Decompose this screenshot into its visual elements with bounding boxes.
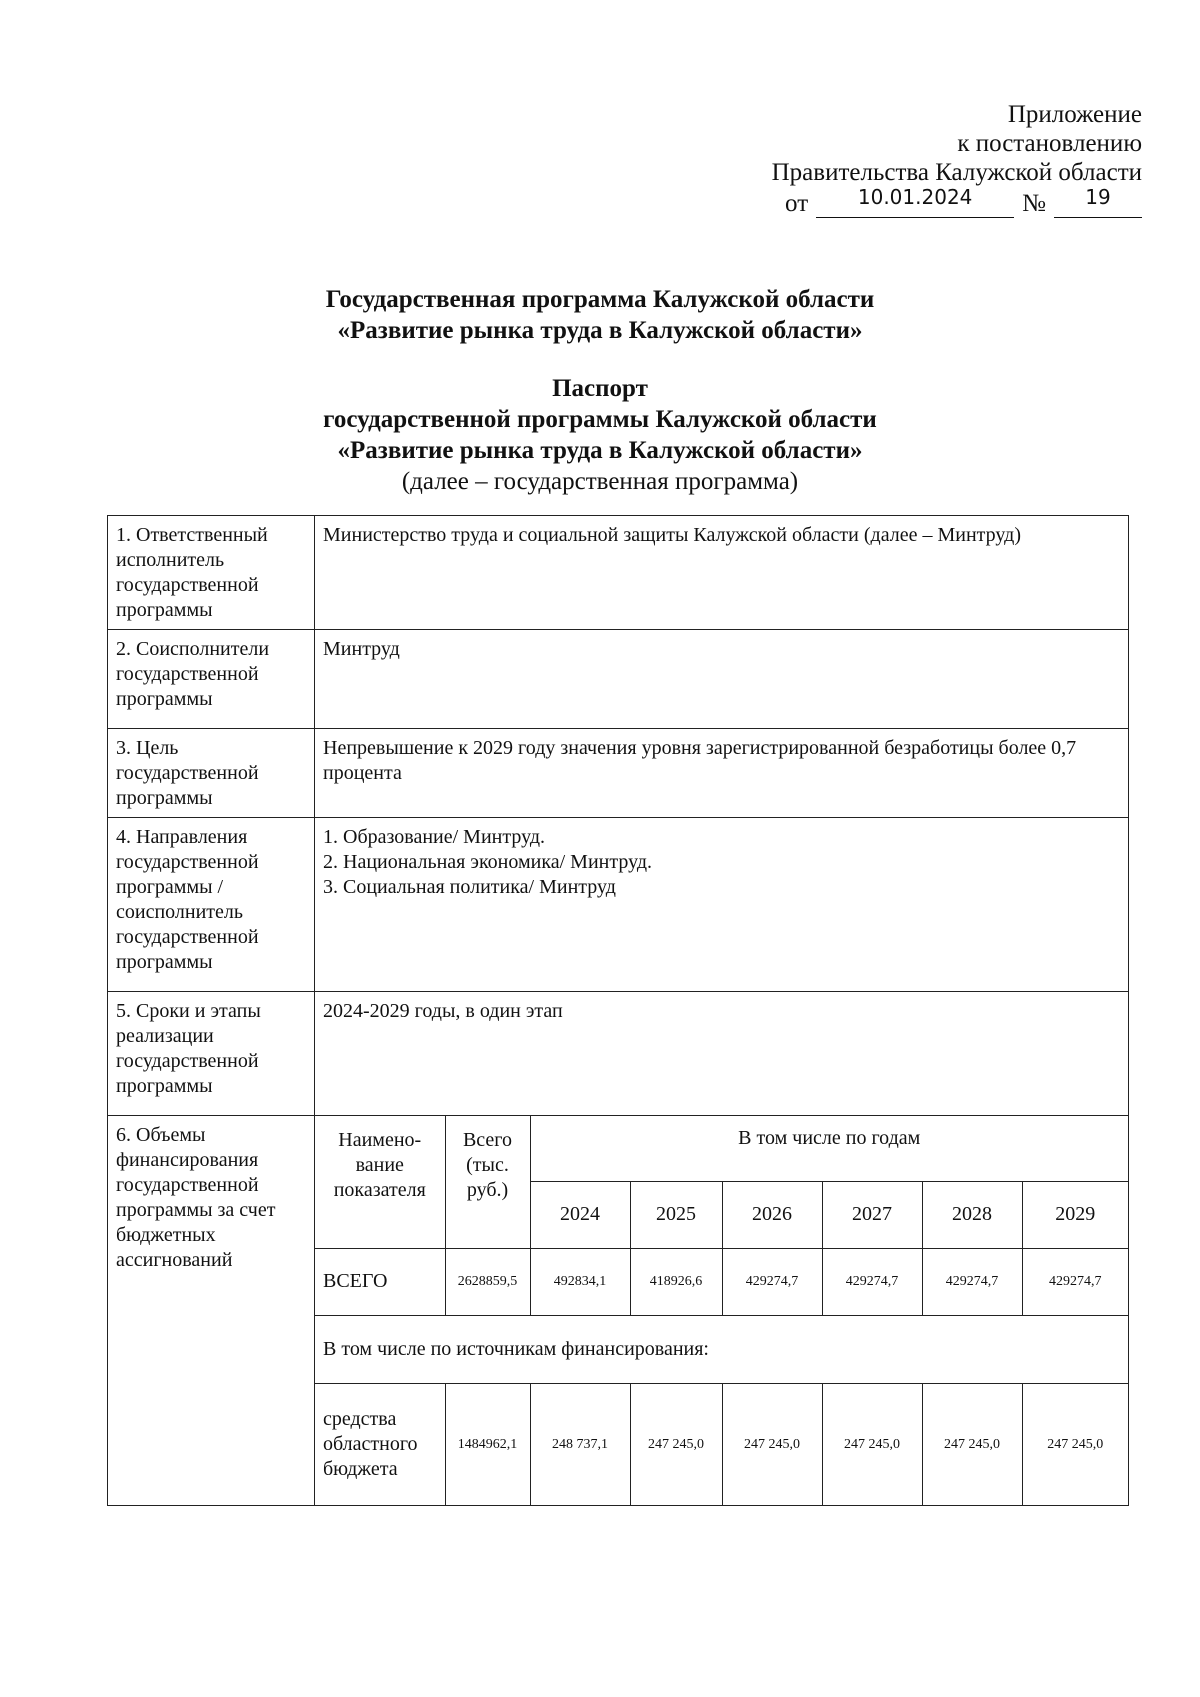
table-row xyxy=(108,1116,1129,1506)
financing-header-years: В том числе по годам xyxy=(530,1116,1128,1181)
total-row-value: 418926,6 xyxy=(630,1248,722,1315)
row-label: 4. Направления государственной программы / соисполнитель государственной программы xyxy=(108,818,315,992)
year-header: 2027 xyxy=(822,1181,922,1248)
regional-row-value: 247 245,0 xyxy=(722,1383,822,1505)
row-value xyxy=(315,818,1129,992)
total-row-total: 2628859,5 xyxy=(445,1248,530,1315)
row-value: 2024-2029 годы, в один этап xyxy=(315,992,1129,1116)
year-header: 2024 xyxy=(530,1181,630,1248)
year-header: 2026 xyxy=(722,1181,822,1248)
resolution-number: 19 xyxy=(1085,185,1111,209)
passport-title xyxy=(0,373,1200,497)
number-label: № xyxy=(1022,190,1046,217)
table-row xyxy=(108,992,1129,1116)
from-label: от xyxy=(785,190,809,217)
passport-table xyxy=(107,515,1129,1506)
table-row xyxy=(108,516,1129,630)
regional-row-value: 247 245,0 xyxy=(922,1383,1022,1505)
program-title-line1: Государственная программа Калужской области xyxy=(325,286,875,313)
total-row-value: 429274,7 xyxy=(722,1248,822,1315)
row-label: 3. Цель государственной программы xyxy=(108,729,315,818)
row-label: 5. Сроки и этапы реализации государственной программы xyxy=(108,992,315,1116)
passport-title-line1: Паспорт xyxy=(552,375,648,402)
resolution-date: 10.01.2024 xyxy=(857,185,973,209)
row-label: 2. Соисполнители государственной программы xyxy=(108,630,315,729)
regional-row-name: средства областного бюджета xyxy=(315,1383,445,1505)
date-blank xyxy=(816,185,1014,218)
row-value: Непревышение к 2029 году значения уровня зарегистрированной безработицы более 0,7 процента xyxy=(315,729,1129,818)
financing-header-total: Всего (тыс. руб.) xyxy=(445,1116,530,1248)
financing-table xyxy=(315,1116,1128,1505)
row-label: 6. Объемы финансирования государственной программы за счет бюджетных ассигнований xyxy=(108,1116,315,1506)
number-blank xyxy=(1054,185,1142,218)
total-row-value: 492834,1 xyxy=(530,1248,630,1315)
table-row xyxy=(108,630,1129,729)
total-row-value: 429274,7 xyxy=(1022,1248,1128,1315)
passport-title-line2: государственной программы Калужской области xyxy=(323,406,877,433)
appendix-government: Правительства Калужской области xyxy=(771,159,1142,186)
passport-title-line4: (далее – государственная программа) xyxy=(401,468,799,495)
appendix-resolution: к постановлению xyxy=(957,130,1142,157)
program-title-line2: «Развитие рынка труда в Калужской области» xyxy=(337,317,863,344)
passport-title-line3: «Развитие рынка труда в Калужской области» xyxy=(337,437,863,464)
appendix-header xyxy=(772,100,1142,218)
program-title xyxy=(0,284,1200,346)
total-row-value: 429274,7 xyxy=(822,1248,922,1315)
row-value: Минтруд xyxy=(315,630,1129,729)
financing-cell xyxy=(315,1116,1129,1506)
list-item: 2. Национальная экономика/ Минтруд. xyxy=(323,851,653,873)
regional-row-value: 247 245,0 xyxy=(1022,1383,1128,1505)
regional-row-value: 247 245,0 xyxy=(822,1383,922,1505)
row-value: Министерство труда и социальной защиты Калужской области (далее – Минтруд) xyxy=(315,516,1129,630)
total-row-value: 429274,7 xyxy=(922,1248,1022,1315)
year-header: 2029 xyxy=(1022,1181,1128,1248)
regional-row-value: 248 737,1 xyxy=(530,1383,630,1505)
year-header: 2028 xyxy=(922,1181,1022,1248)
total-row-name: ВСЕГО xyxy=(315,1248,445,1315)
appendix-date-line xyxy=(772,185,1142,218)
row-label: 1. Ответственный исполнитель государственной программы xyxy=(108,516,315,630)
year-header: 2025 xyxy=(630,1181,722,1248)
regional-row-value: 247 245,0 xyxy=(630,1383,722,1505)
regional-row-total: 1484962,1 xyxy=(445,1383,530,1505)
table-row xyxy=(108,818,1129,992)
sources-label: В том числе по источникам финансирования: xyxy=(315,1315,1128,1383)
appendix-title: Приложение xyxy=(1007,101,1142,128)
financing-header-name: Наимено-вание показателя xyxy=(315,1116,445,1248)
list-item: 1. Образование/ Минтруд. xyxy=(323,826,546,848)
table-row xyxy=(108,729,1129,818)
list-item: 3. Социальная политика/ Минтруд xyxy=(323,876,616,898)
